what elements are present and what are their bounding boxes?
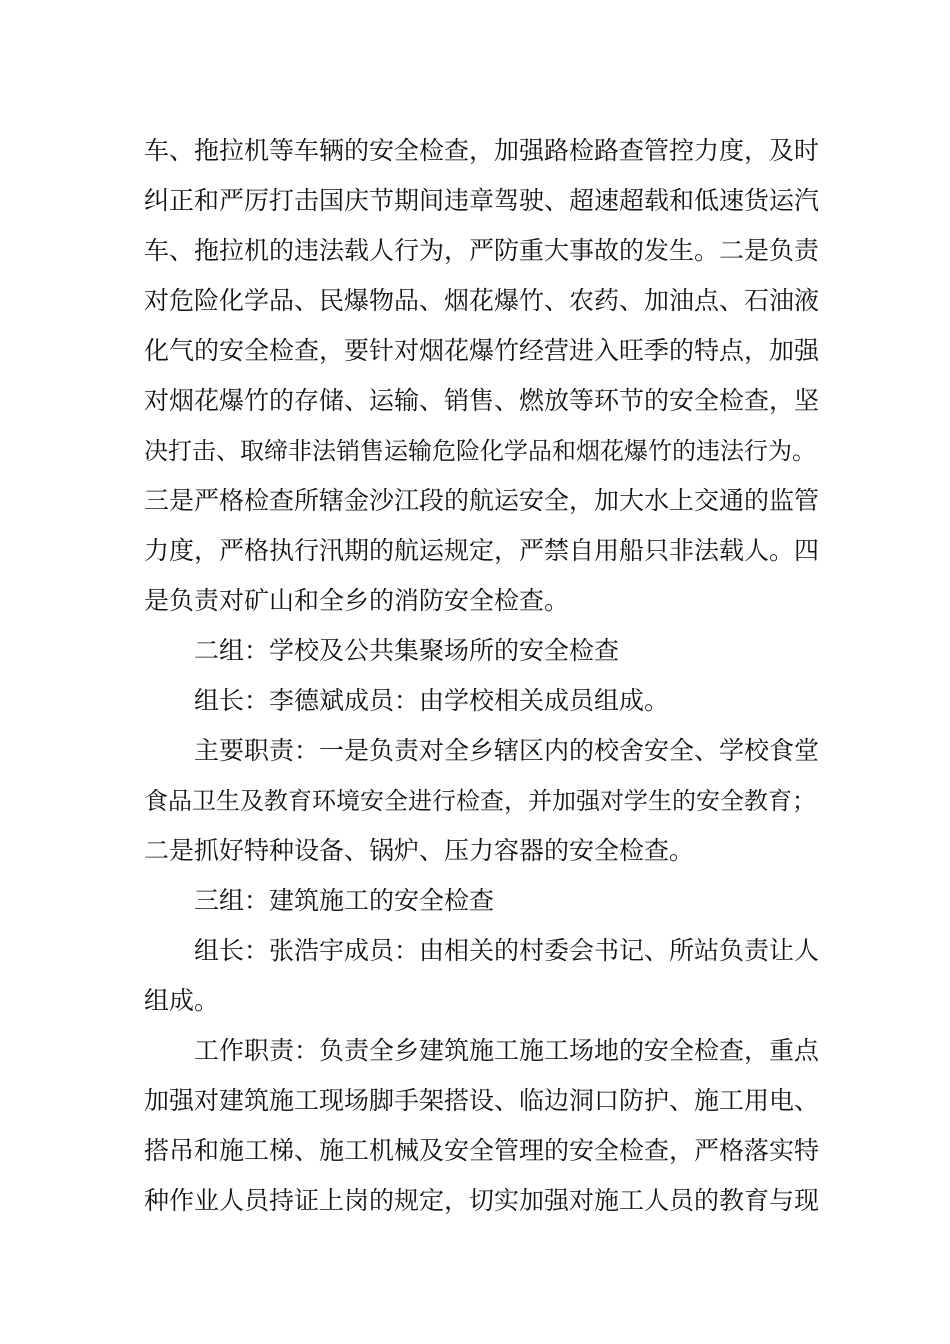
- group-2-leader: 组长：李德斌成员：由学校相关成员组成。: [194, 686, 670, 715]
- group-2-duties-start: 主要职责：一是负责对全乡辖区内的校舍安全、学校食堂: [194, 736, 820, 765]
- document-page: [144, 126, 824, 1226]
- section-heading-group-3: 三组：建筑施工的安全检查: [194, 886, 495, 915]
- text-line-1: 车、拖拉机等车辆的安全检查，加强路检路查管控力度，及时: [144, 136, 820, 165]
- group-3-leader: 组长：张浩宇成员：由相关的村委会书记、所站负责让人: [194, 936, 820, 965]
- text-line-14: 食品卫生及教育环境安全进行检查，并加强对学生的安全教育；: [144, 787, 816, 815]
- text-line-18: 组成。: [144, 986, 220, 1015]
- text-line-22: 种作业人员持证上岗的规定，切实加强对施工人员的教育与现: [144, 1186, 820, 1215]
- text-line-2: 纠正和严厉打击国庆节期间违章驾驶、超速超载和低速货运汽: [144, 186, 820, 215]
- text-line-7: 决打击、取缔非法销售运输危险化学品和烟花爆竹的违法行为。: [144, 437, 816, 465]
- text-line-6: 对烟花爆竹的存储、运输、销售、燃放等环节的安全检查，坚: [144, 386, 820, 415]
- text-line-8: 三是严格检查所辖金沙江段的航运安全，加大水上交通的监管: [144, 486, 820, 515]
- group-3-duties-start: 工作职责：负责全乡建筑施工施工场地的安全检查，重点: [194, 1036, 820, 1065]
- text-line-15: 二是抓好特种设备、锅炉、压力容器的安全检查。: [144, 836, 695, 865]
- text-line-21: 搭吊和施工梯、施工机械及安全管理的安全检查，严格落实特: [144, 1136, 820, 1165]
- text-line-4: 对危险化学品、民爆物品、烟花爆竹、农药、加油点、石油液: [144, 286, 820, 315]
- text-line-3: 车、拖拉机的违法载人行为，严防重大事故的发生。二是负责: [144, 236, 820, 265]
- text-line-9: 力度，严格执行汛期的航运规定，严禁自用船只非法载人。四: [144, 536, 820, 565]
- section-heading-group-2: 二组：学校及公共集聚场所的安全检查: [194, 636, 620, 665]
- text-line-10: 是负责对矿山和全乡的消防安全检查。: [144, 586, 570, 615]
- text-line-20: 加强对建筑施工现场脚手架搭设、临边洞口防护、施工用电、: [144, 1086, 820, 1115]
- text-line-5: 化气的安全检查，要针对烟花爆竹经营进入旺季的特点，加强: [144, 336, 820, 365]
